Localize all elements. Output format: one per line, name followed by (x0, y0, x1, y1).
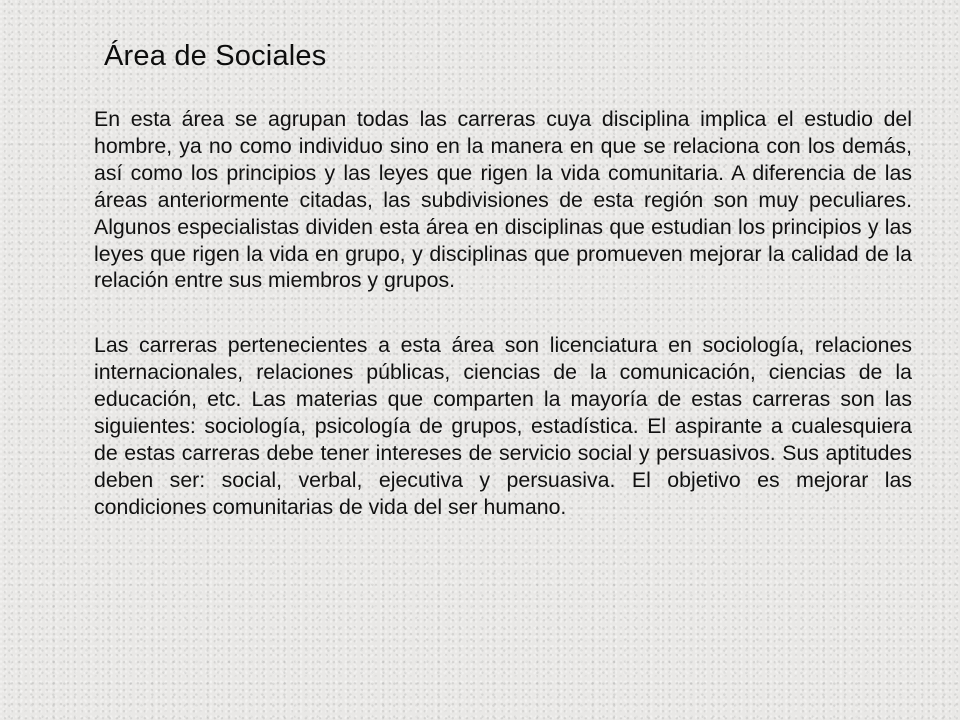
body-paragraph-2: Las carreras pertenecientes a esta área son licenciatura en sociología, relaciones internacionales, relaciones públicas, ciencias de la comunicación, ciencias de la educación, etc. Las materias que comparten la mayoría de estas carreras son las siguientes: sociología, psicología de grupos, estadística. El aspirante a cualesquiera de estas carreras debe tener intereses de servicio social y persuasivos. Sus aptitudes deben ser: social, verbal, ejecutiva y persuasiva. El objetivo es mejorar las condiciones comunitarias de vida del ser humano. (94, 333, 912, 519)
slide-title: Área de Sociales (104, 40, 327, 72)
body-paragraph-1: En esta área se agrupan todas las carreras cuya disciplina implica el estudio del hombre, ya no como individuo sino en la manera en que se relaciona con los demás, así como los principios y las leyes que rigen la vida comunitaria. A diferencia de las áreas anteriormente citadas, las subdivisiones de esta región son muy peculiares. Algunos especialistas dividen esta área en disciplinas que estudian los principios y las leyes que rigen la vida en grupo, y disciplinas que promueven mejorar la calidad de la relación entre sus miembros y grupos. (94, 107, 912, 293)
slide-body (94, 106, 912, 521)
